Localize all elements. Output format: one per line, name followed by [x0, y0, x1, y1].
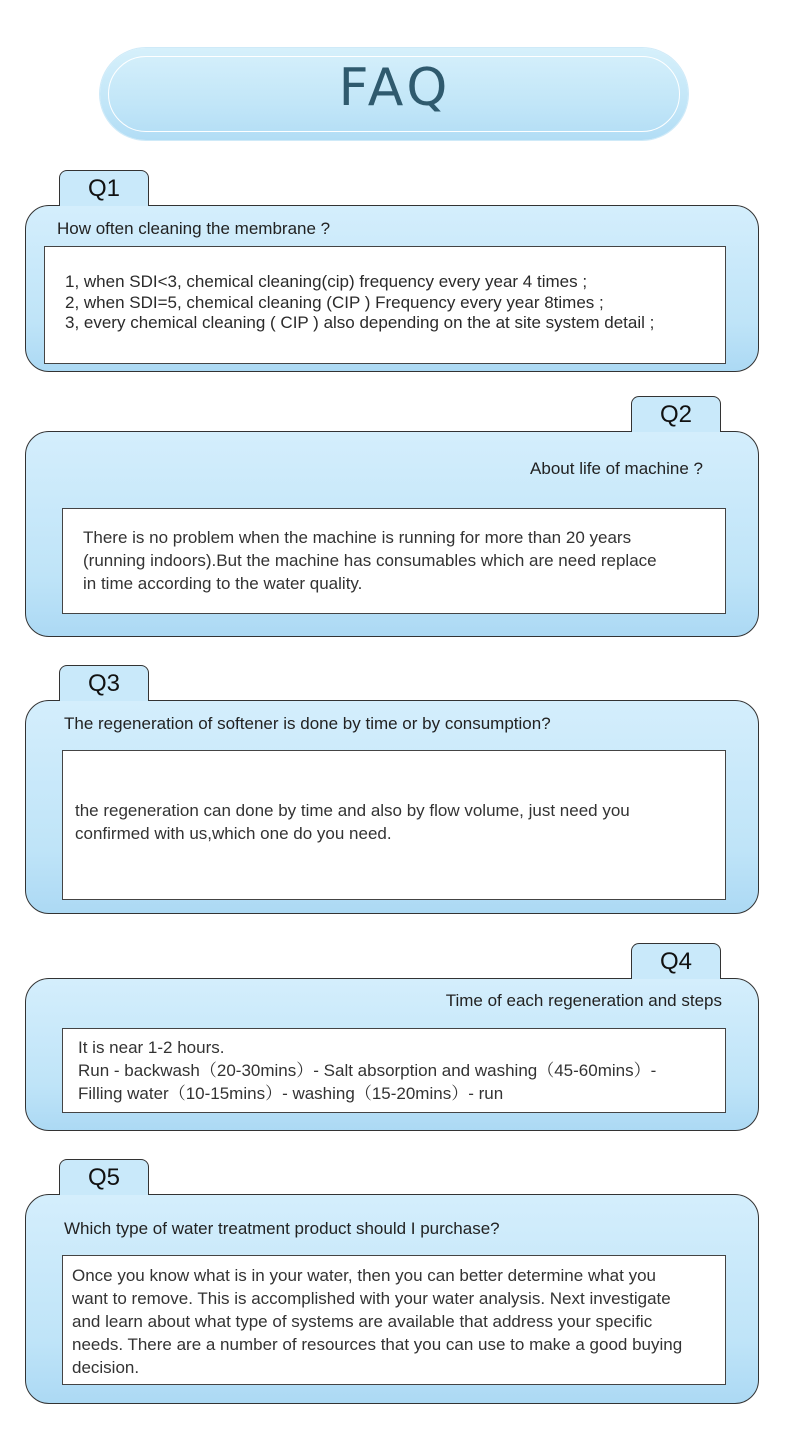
answer-q2-line-1: There is no problem when the machine is running for more than 20 years	[83, 528, 632, 547]
faq-card-q5	[25, 1194, 759, 1404]
faq-card-q2	[25, 431, 759, 637]
answer-q5-line-5: decision.	[72, 1358, 140, 1377]
faq-card-q1	[25, 205, 759, 372]
answer-box-q4	[62, 1028, 726, 1113]
page-title: FAQ	[338, 58, 452, 118]
question-q4: Time of each regeneration and steps	[445, 991, 722, 1010]
answer-q2-line-2: (running indoors).But the machine has consumables which are need replace	[83, 551, 657, 570]
tab-q3: Q3	[59, 665, 149, 701]
answer-box-q3	[62, 750, 726, 900]
answer-box-q2	[62, 508, 726, 614]
tab-q2: Q2	[631, 396, 721, 432]
answer-q1-line-1: 1, when SDI<3, chemical cleaning(cip) frequency every year 4 times ;	[65, 272, 588, 291]
faq-card-q3	[25, 700, 759, 914]
answer-q5-line-1: Once you know what is in your water, then you can better determine what you	[72, 1266, 656, 1285]
answer-box-q1	[44, 246, 726, 364]
tab-q4: Q4	[631, 943, 721, 979]
answer-q3-line-1: the regeneration can done by time and also by flow volume, just need you	[75, 801, 630, 820]
answer-q4-line-3: Filling water（10-15mins）- washing（15-20mins）- run	[78, 1084, 504, 1103]
answer-q2-line-3: in time according to the water quality.	[83, 574, 363, 593]
answer-q3-line-2: confirmed with us,which one do you need.	[75, 824, 392, 843]
answer-q5-line-4: needs. There are a number of resources that you can use to make a good buying	[72, 1335, 683, 1354]
answer-q1-line-3: 3, every chemical cleaning ( CIP ) also depending on the at site system detail ;	[65, 313, 655, 332]
question-q2: About life of machine ?	[530, 459, 703, 478]
answer-q5-line-2: want to remove. This is accomplished with your water analysis. Next investigate	[72, 1289, 671, 1308]
answer-q4-line-2: Run - backwash（20-30mins）- Salt absorption and washing（45-60mins）-	[78, 1061, 657, 1080]
answer-q5-line-3: and learn about what type of systems are available that address your specific	[72, 1312, 653, 1331]
question-q1: How often cleaning the membrane ?	[57, 219, 331, 238]
question-q5: Which type of water treatment product should I purchase?	[64, 1219, 500, 1238]
question-q3: The regeneration of softener is done by time or by consumption?	[64, 714, 551, 733]
answer-q4-line-1: It is near 1-2 hours.	[78, 1038, 225, 1057]
answer-q1-line-2: 2, when SDI=5, chemical cleaning (CIP ) Frequency every year 8times ;	[65, 292, 604, 312]
tab-q5: Q5	[59, 1159, 149, 1195]
tab-q1: Q1	[59, 170, 149, 206]
answer-box-q5	[62, 1255, 726, 1385]
faq-card-q4	[25, 978, 759, 1131]
